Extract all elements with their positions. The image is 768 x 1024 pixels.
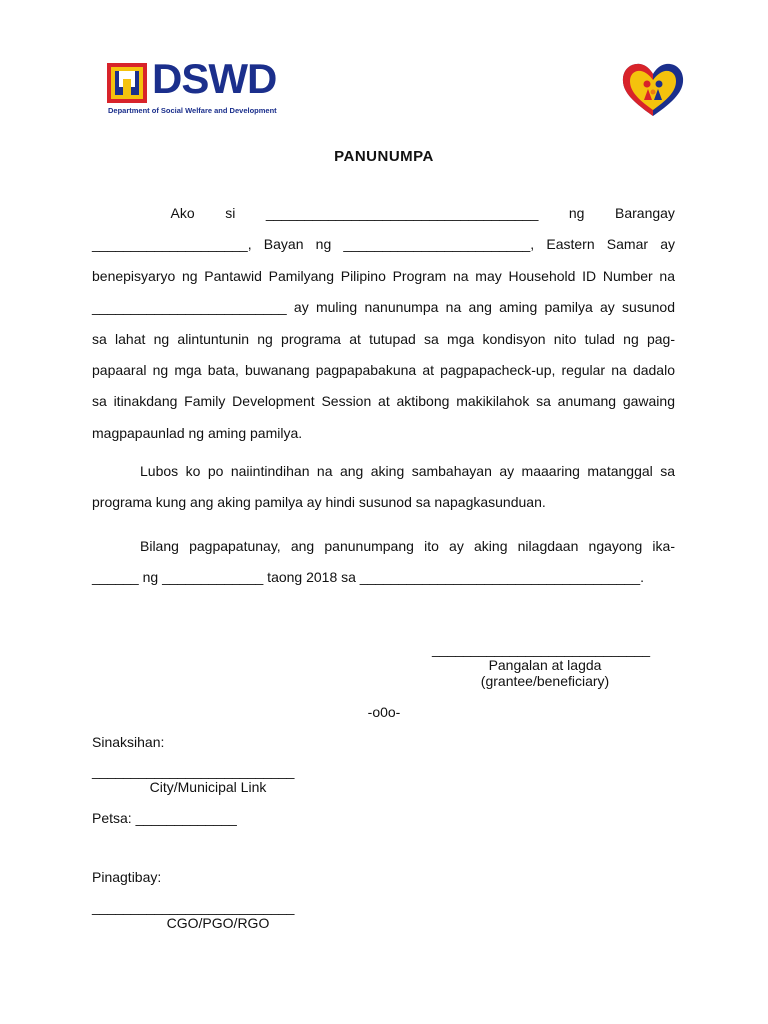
para2-line-2: programa kung ang aking pamilya ay hindi susunod sa napagkasunduan. — [92, 494, 546, 511]
dswd-logo — [106, 55, 277, 118]
para1-line-7: sa itinakdang Family Development Session at aktibong makikilahok sa anumang gawaing — [92, 393, 675, 410]
word-ng: ng — [568, 205, 585, 221]
para1-line-2: ____________________, Bayan ng ________________________, Eastern Samar ay — [92, 236, 675, 253]
para1-line-3: benepisyaryo ng Pantawid Pamilyang Pilipino Program na may Household ID Number na — [92, 267, 675, 284]
witness-label: Sinaksihan: — [92, 734, 165, 750]
name-blank: ___________________________________ — [265, 205, 539, 221]
para3-line-1 — [92, 531, 675, 562]
word-si: si — [225, 205, 236, 221]
para1-line-8: magpapaunlad ng aming pamilya. — [92, 424, 303, 441]
para2-line-1-text: Lubos ko po naiintindihan na ang aking sambahayan ay maaaring matanggal sa — [140, 463, 675, 479]
witness-role: City/Municipal Link — [149, 779, 267, 795]
para1-line-4: _________________________ ay muling nanunumpa na ang aming pamilya ay susunod — [92, 299, 675, 316]
date-field: Petsa: _____________ — [92, 810, 237, 826]
para1-line-6: papaaral ng mga bata, buwanang pagpapabakuna at pagpapacheck-up, regular na dadalo — [92, 361, 675, 378]
oath-paragraph-1 — [92, 198, 675, 449]
separator: -o0o- — [367, 704, 401, 720]
heart-family-icon — [620, 62, 686, 118]
oath-paragraph-2 — [92, 456, 675, 519]
para1-line-1 — [92, 198, 675, 229]
word-ako: Ako — [170, 205, 195, 221]
dswd-logo-subtitle: Department of Social Welfare and Development — [108, 106, 277, 115]
signature-sublabel: (grantee/beneficiary) — [480, 673, 610, 689]
para3-line-2: ______ ng _____________ taong 2018 sa ____________________________________. — [92, 569, 645, 586]
para3-line-1-text: Bilang pagpapatunay, ang panunumpang ito ay aking nilagdaan ngayong ika- — [140, 538, 675, 554]
dswd-logo-text: DSWD — [152, 55, 277, 102]
pantawid-heart-logo — [620, 62, 686, 118]
dswd-emblem-icon — [106, 62, 150, 106]
word-barangay: Barangay — [615, 205, 675, 221]
signature-line: ____________________________ — [432, 641, 651, 657]
signature-label: Pangalan at lagda — [488, 657, 602, 673]
approval-signature-line: __________________________ — [92, 899, 295, 915]
para2-line-1 — [92, 456, 675, 487]
witness-signature-line: __________________________ — [92, 763, 295, 779]
oath-paragraph-3 — [92, 531, 675, 594]
para1-line-5: sa lahat ng alintuntunin ng programa at tutupad sa mga kondisyon nito tulad ng pag- — [92, 330, 675, 347]
document-title: PANUNUMPA — [334, 148, 434, 165]
approval-label: Pinagtibay: — [92, 869, 162, 885]
approval-role: CGO/PGO/RGO — [166, 915, 270, 931]
